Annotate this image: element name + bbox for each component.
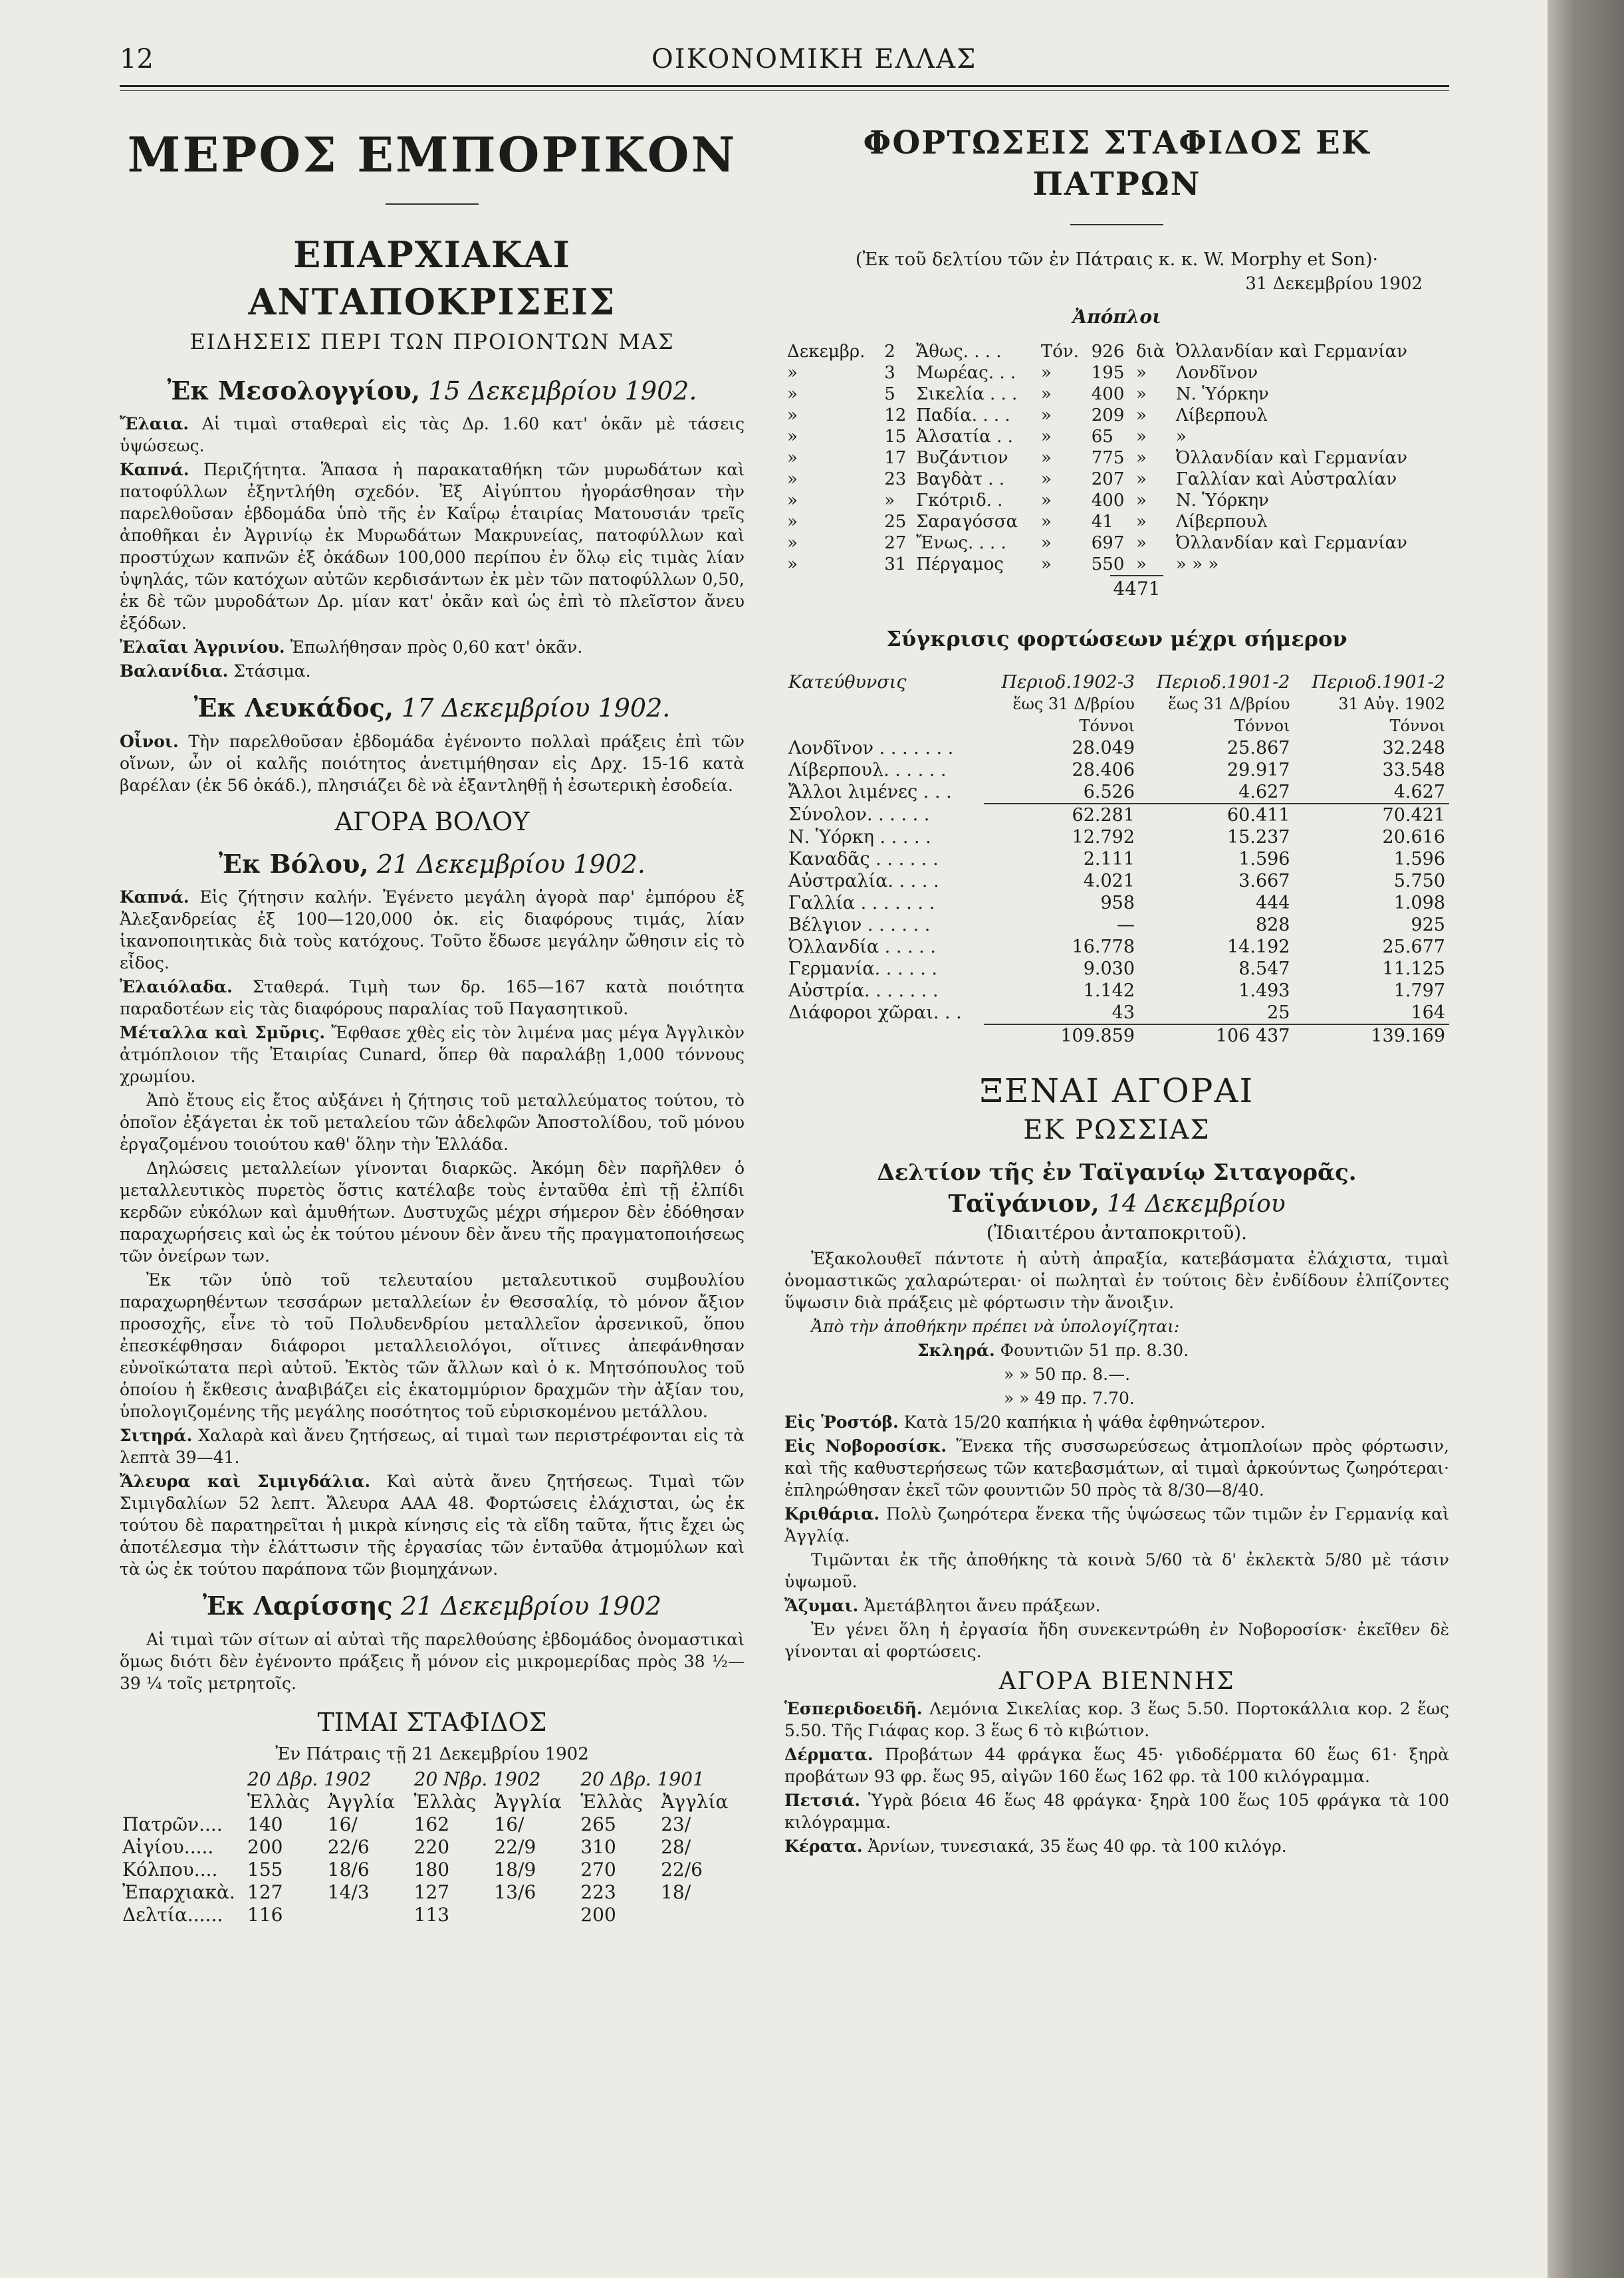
period-label: 20 Νβρ. 1902: [413, 1768, 541, 1791]
russia-title: ΕΚ ΡΩΣΣΙΑΣ: [1023, 1114, 1211, 1145]
shipment-row: [784, 554, 1449, 575]
period-label: 20 Δβρ. 1902: [247, 1768, 372, 1791]
table-cell: 1.596: [1238, 848, 1290, 869]
article-paragraph: Κριθάρια. Πολὺ ζωηρότερα ἕνεκα τῆς ὑψώσεως τῶν τιμῶν ἐν Γερμανίᾳ καὶ Ἀγγλίᾳ.: [784, 1504, 1449, 1545]
table-cell: 162: [413, 1813, 450, 1836]
comparison-row: [784, 980, 1449, 1002]
comparison-row: [784, 870, 1449, 892]
table-cell: 20.616: [1382, 826, 1445, 848]
table-cell: »: [787, 405, 798, 425]
table-cell: 18/: [661, 1881, 691, 1904]
comparison-row: [784, 892, 1449, 914]
table-cell: »: [787, 532, 798, 553]
comparison-row: [784, 759, 1449, 781]
dateline-larisa: Ἐκ Λαρίσσης 21 Δεκεμβρίου 1902: [202, 1591, 662, 1621]
row-label: Λίβερπουλ. . . . . .: [788, 759, 947, 780]
shipment-row: [784, 426, 1449, 447]
article-paragraph: » » 49 πρ. 7.70.: [1004, 1388, 1135, 1408]
page-binding-edge: [1548, 0, 1624, 2278]
table-cell: »: [787, 490, 798, 511]
table-cell: 3.667: [1238, 870, 1290, 891]
row-label: Δελτία......: [122, 1904, 223, 1926]
right-column: [784, 113, 1449, 1859]
page-number: 12: [120, 44, 154, 74]
table-cell: Γαλλίαν καὶ Αὐστραλίαν: [1175, 469, 1397, 489]
table-cell: 5: [884, 384, 895, 404]
shipments-date: 31 Δεκεμβρίου 1902: [1245, 273, 1423, 294]
price-row: [120, 1881, 745, 1904]
table-cell: —: [1117, 914, 1135, 935]
row-label: Διάφοροι χῶραι. . .: [788, 1002, 962, 1024]
row-label: Ν. Ὑόρκη . . . . .: [788, 826, 931, 848]
table-cell: Τόν.: [1040, 341, 1079, 362]
table-cell: 116: [247, 1904, 283, 1926]
table-cell: 180: [413, 1859, 450, 1881]
table-cell: Βαγδὰτ . .: [916, 469, 1005, 489]
shipment-row: [784, 384, 1449, 405]
table-cell: 223: [580, 1881, 616, 1904]
table-cell: »: [787, 469, 798, 489]
table-cell: Ἔνως. . . .: [916, 532, 1006, 553]
article-paragraph: Εἰς Ῥοστόβ. Κατὰ 15/20 καπήκια ἡ ψάθα ἐφθηνώτερον.: [784, 1412, 1266, 1432]
raisin-prices-title: ΤΙΜΑΙ ΣΤΑΦΙΔΟΣ: [317, 1707, 547, 1737]
table-cell: 32.248: [1382, 737, 1445, 758]
table-cell: Παδία. . . .: [916, 405, 1010, 425]
table-cell: 15.237: [1227, 826, 1290, 848]
row-label: Αὐστραλία. . . . .: [788, 870, 939, 891]
table-cell: 25.867: [1227, 737, 1290, 758]
shipments-table: [784, 341, 1449, 575]
table-cell: 265: [580, 1813, 616, 1836]
table-cell: 29.917: [1227, 759, 1290, 780]
row-label: Κόλπου....: [122, 1859, 218, 1881]
table-cell: »: [1040, 490, 1052, 511]
journal-title: ΟΙΚΟΝΟΜΙΚΗ ΕΛΛΑΣ: [651, 44, 977, 74]
table-cell: 444: [1255, 892, 1290, 913]
comparison-row: [784, 1002, 1449, 1024]
comparison-row: [784, 737, 1449, 759]
table-cell: [325, 1904, 411, 1926]
table-cell: Σικελία . . .: [916, 384, 1018, 404]
table-cell: Μωρέας. . .: [916, 362, 1016, 383]
shipments-source: (Ἐκ τοῦ δελτίου τῶν ἐν Πάτραις κ. κ. W. Morphy et Son)·: [855, 249, 1379, 270]
comparison-subheader: ἕως 31 Δ/βρίου ἕως 31 Δ/βρίου 31 Αὐγ. 1902: [1012, 694, 1445, 713]
article-paragraph: Ἀπὸ ἔτους εἰς ἔτος αὐξάνει ἡ ζήτησις τοῦ μεταλλεύματος τούτου, τὸ ὁποῖον ἐξάγεται ἐκ τοῦ μεταλείου τῶν ἀδελφῶν Ἀποστολίδου, τοῦ μόνου ἐργαζομένου τοιούτου καθ' ὅλην τὴν Ἑλλάδα.: [120, 1091, 745, 1155]
section-title: ΜΕΡΟΣ ΕΜΠΟΡΙΚΟΝ: [127, 126, 737, 183]
row-label: Ἄλλοι λιμένες . . .: [788, 782, 952, 803]
prices-period-row: [120, 1768, 745, 1791]
table-cell: 550: [1091, 554, 1125, 574]
row-label: Λονδῖνον . . . . . . .: [788, 737, 954, 758]
table-cell: »: [1175, 426, 1187, 447]
table-cell: Ν. Ὑόρκην: [1175, 490, 1269, 511]
table-cell: »: [787, 554, 798, 574]
row-label: Καναδᾶς . . . . . .: [788, 848, 939, 869]
table-cell: 310: [580, 1836, 616, 1859]
article-paragraph: Ἄλευρα καὶ Σιμιγδάλια. Καὶ αὐτὰ ἄνευ ζητήσεως. Τιμαὶ τῶν Σιμιγδαλίων 52 λεπτ. Ἄλευρα ΑΑΑ 48. Φορτώσεις ἐλάχισται, ὡς ἐκ τούτου δὲ παρατηρεῖται ἡ μικρὰ κίνησις εἰς τὰ εἴδη ταῦτα, ἥτις ἔχει ὡς ἀποτέλεσμα τὴν ἐλάττωσιν τῆς ἐργασίας τῶν ἐνταῦθα ἀτμομύλων καὶ τὰ ὡς ἐκ τούτου παράπονα τῶν βιομηχάνων.: [120, 1472, 745, 1579]
table-cell: Ὀλλανδίαν καὶ Γερμανίαν: [1175, 532, 1407, 553]
divider: [1070, 224, 1163, 225]
taganrog-bulletin: Δελτίον τῆς ἐν Ταϊγανίῳ Σιταγορᾶς.: [877, 1159, 1357, 1186]
divider: [386, 203, 479, 205]
table-cell: 400: [1091, 384, 1125, 404]
article-paragraph: Ἐκ τῶν ὑπὸ τοῦ τελευταίου μεταλευτικοῦ συμβουλίου παραχωρηθέντων τεσσάρων μεταλλείων ἐν Θεσσαλίᾳ, τὸ μόνον ἄξιον προσοχῆς, εἶνε τὸ τοῦ Πολυδενδρίου μεταλλεῖον ἀρσενικοῦ, ὅπου ἐπεσκέφθησαν διάφοροι μεταλλειολόγοι, οἵτινες ἀπεφάνθησαν εὐνοϊκώτατα περὶ αὐτοῦ. Ἐκτὸς τῶν ἄλλων καὶ ὁ κ. Μητσόπουλος τοῦ ὁποίου ἡ ἔκθεσις ἀναβιβάζει εἰς ἑκατομμύριον δραχμῶν τὴν ἀξίαν του, ὑπολογιζομένης τῆς μεγάλης ποσότητος τοῦ εὑρισκομένου μετάλλου.: [120, 1270, 745, 1422]
table-cell: 17: [884, 447, 907, 468]
table-cell: 207: [1091, 469, 1125, 489]
table-cell: Λίβερπουλ: [1175, 511, 1268, 532]
price-row: [120, 1813, 745, 1836]
table-cell: 31: [884, 554, 907, 574]
table-cell: Ἀλσατία . .: [916, 426, 1013, 447]
table-cell: 113: [413, 1904, 450, 1926]
table-cell: Σαραγόσσα: [916, 511, 1018, 532]
table-cell: »: [1135, 362, 1147, 383]
article-paragraph: Ἀπὸ τὴν ἀποθήκην πρέπει νὰ ὑπολογίζηται:: [811, 1316, 1180, 1336]
shipments-title: ΦΟΡΤΩΣΕΙΣ ΣΤΑΦΙΔΟΣ ΕΚ ΠΑΤΡΩΝ: [863, 124, 1371, 203]
table-cell: 65: [1091, 426, 1113, 447]
table-cell: »: [1135, 490, 1147, 511]
table-cell: Λίβερπουλ: [1175, 405, 1268, 425]
table-cell: » » »: [1175, 554, 1219, 574]
comparison-table: [784, 671, 1449, 1047]
comparison-title: Σύγκρισις φορτώσεων μέχρι σήμερον: [886, 626, 1347, 651]
table-cell: 697: [1091, 532, 1125, 553]
table-cell: 22/9: [494, 1836, 536, 1859]
header-rule-thin: [120, 90, 1449, 91]
shipment-row: [784, 341, 1449, 362]
article-paragraph: Ἐλαιόλαδα. Σταθερά. Τιμὴ των δρ. 165—167 κατὰ ποιότητα παραδοτέων εἰς τὰς διαφόρους παραλίας τοῦ Παγασητικοῦ.: [120, 977, 745, 1019]
comparison-subtotal: Σύνολον. . . . . . 62.281 60.411 70.421: [784, 804, 1449, 826]
table-cell: Λονδῖνον: [1175, 362, 1258, 383]
article-paragraph: Ἐξακολουθεῖ πάντοτε ἡ αὐτὴ ἀπραξία, κατεβάσματα ἐλάχιστα, τιμαὶ ὀνομαστικῶς χαλαρώτεραι· οἱ πωληταὶ ἐν τούτοις δὲν ἐνδίδουν ἐλπίζοντες ὕψωσιν διὰ πράξεις μὲ φόρτωσιν τὴν ἄνοιξιν.: [784, 1248, 1449, 1312]
table-cell: 23/: [661, 1813, 691, 1836]
article-paragraph: Κέρατα. Ἀρνίων, τυνεσιακά, 35 ἕως 40 φρ. τὰ 100 κιλόγρ.: [784, 1836, 1287, 1856]
table-cell: 200: [580, 1904, 616, 1926]
table-cell: »: [787, 384, 798, 404]
table-cell: 140: [247, 1813, 283, 1836]
article-paragraph: Ἄζυμαι. Ἀμετάβλητοι ἄνευ πράξεων.: [784, 1595, 1101, 1615]
sub-sub-title: ΕΙΔΗΣΕΙΣ ΠΕΡΙ ΤΩΝ ΠΡΟΙΟΝΤΩΝ ΜΑΣ: [189, 328, 675, 354]
article-paragraph: Βαλανίδια. Στάσιμα.: [120, 661, 311, 681]
table-cell: »: [1040, 362, 1052, 383]
table-cell: Ὀλλανδίαν καὶ Γερμανίαν: [1175, 341, 1407, 362]
period-label: 20 Δβρ. 1901: [580, 1768, 705, 1791]
dateline-mesolongi: Ἐκ Μεσολογγίου, 15 Δεκεμβρίου 1902.: [167, 375, 697, 405]
row-label: Αἰγίου.....: [122, 1836, 214, 1859]
row-label: Αὐστρία. . . . . . .: [788, 980, 939, 1001]
comparison-row: [784, 848, 1449, 870]
table-cell: 1.098: [1393, 892, 1445, 913]
table-cell: Πέργαμος: [916, 554, 1004, 574]
comparison-total: 109.859 106 437 139.169: [784, 1024, 1449, 1047]
table-cell: »: [1135, 554, 1147, 574]
shipments-total: 4471: [1110, 575, 1163, 600]
table-cell: »: [1040, 405, 1052, 425]
table-cell: 33.548: [1382, 759, 1445, 780]
table-cell: 200: [247, 1836, 283, 1859]
table-cell: 28.406: [1072, 759, 1135, 780]
table-cell: Ἄθως. . . .: [916, 341, 1002, 362]
table-cell: 16/: [494, 1813, 524, 1836]
table-cell: διὰ: [1135, 341, 1165, 362]
shipment-row: [784, 532, 1449, 554]
table-cell: »: [787, 511, 798, 532]
article-paragraph: Ἐν γένει ὅλη ἡ ἐργασία ἤδη συνεκεντρώθη ἐν Νοβοροσίσκ· ἐκεῖθεν δὲ γίνονται αἱ φορτώσεις.: [784, 1619, 1449, 1661]
table-cell: 43: [1111, 1002, 1135, 1023]
article-paragraph: Δηλώσεις μεταλλείων γίνονται διαρκῶς. Ἀκόμη δὲν παρῆλθεν ὁ μεταλλευτικὸς πυρετὸς ὅστις κατέλαβε τοὺς ἐνταῦθα ἐπὶ τῇ ἐλπίδι κερδῶν εὐκόλων καὶ ἀμυθήτων. Δυστυχῶς μέχρι σήμερον δὲν ἐδόθησαν παραχωρήσεις καὶ ὡς ἐκ τούτου μένουν δὲν ἄνευ τῆς πραγματοποιήσεως τῶν ὀνείρων των.: [120, 1159, 745, 1266]
col-header: Ἑλλὰς: [413, 1791, 477, 1813]
table-cell: 16.778: [1072, 936, 1135, 957]
shipment-row: [784, 490, 1449, 511]
table-cell: 4.021: [1083, 870, 1135, 891]
row-label: Πατρῶν....: [122, 1813, 223, 1836]
table-cell: 270: [580, 1859, 616, 1881]
table-cell: 775: [1091, 447, 1125, 468]
table-cell: 1.797: [1393, 980, 1445, 1001]
prices-header-row: [120, 1791, 745, 1813]
table-cell: Ν. Ὑόρκην: [1175, 384, 1269, 404]
table-cell: 828: [1255, 914, 1290, 935]
raisin-prices-table: [120, 1768, 745, 1926]
comparison-row: [784, 826, 1449, 848]
col-header: Ἀγγλία: [327, 1791, 396, 1813]
table-cell: »: [1135, 405, 1147, 425]
table-cell: Δεκεμβρ.: [787, 341, 866, 362]
table-cell: »: [1135, 532, 1147, 553]
table-cell: 14.192: [1227, 936, 1290, 957]
table-cell: 25: [884, 511, 907, 532]
comparison-row: [784, 936, 1449, 958]
vienna-market-title: ΑΓΟΡΑ ΒΙΕΝΝΗΣ: [998, 1667, 1235, 1695]
article-paragraph: Καπνά. Εἰς ζήτησιν καλήν. Ἐγένετο μεγάλη ἀγορὰ παρ' ἐμπόρου ἐξ Ἀλεξανδρείας ἐξ 100—120,000 ὀκ. εἰς διαφόρους τιμάς, λίαν ἱκανοποιητικὰς διὰ τοὺς κατόχους. Τοῦτο ἔδωσε μεγάλην ὤθησιν εἰς τὸ εἶδος.: [120, 887, 745, 973]
table-cell: 1.596: [1393, 848, 1445, 869]
table-cell: »: [1135, 447, 1147, 468]
table-cell: 155: [247, 1859, 283, 1881]
table-cell: 4.627: [1238, 781, 1290, 802]
price-row: [120, 1904, 745, 1926]
table-cell: 41: [1091, 511, 1113, 532]
table-cell: 28.049: [1072, 737, 1135, 758]
comparison-row: [784, 958, 1449, 980]
table-cell: 12: [884, 405, 907, 425]
comparison-row: [784, 781, 1449, 804]
article-paragraph: Οἶνοι. Τὴν παρελθοῦσαν ἑβδομάδα ἐγένοντο πολλαὶ πράξεις ἐπὶ τῶν οἴνων, ὧν οἱ καλῆς ποιότητος ἀνετιμήθησαν εἰς Δρχ. 15-16 κατὰ βαρέλαν (ἐκ 56 ὀκάδ.), πλησιάζει δὲ νὰ ἐξαντληθῇ ἡ ἐσωτερικὴ ἐσοδεία.: [120, 731, 745, 795]
raisin-prices-place: Ἐν Πάτραις τῇ 21 Δεκεμβρίου 1902: [275, 1744, 589, 1765]
table-cell: 2.111: [1083, 848, 1135, 869]
table-cell: 3: [884, 362, 895, 383]
col-header: Ἑλλὰς: [580, 1791, 643, 1813]
table-cell: 958: [1100, 892, 1135, 913]
article-paragraph: » » 50 πρ. 8.—.: [1004, 1364, 1131, 1384]
table-cell: »: [787, 447, 798, 468]
table-cell: 1.142: [1083, 980, 1135, 1001]
dateline-volos: Ἐκ Βόλου, 21 Δεκεμβρίου 1902.: [218, 848, 646, 879]
table-cell: 25: [1267, 1002, 1290, 1023]
volos-market-title: ΑΓΟΡΑ ΒΟΛΟΥ: [334, 806, 530, 836]
table-cell: 18/9: [494, 1859, 536, 1881]
row-label: Ἐπαρχιακὰ.: [122, 1881, 235, 1904]
table-cell: 400: [1091, 490, 1125, 511]
col-header: Ἀγγλία: [494, 1791, 562, 1813]
table-cell: [658, 1904, 745, 1926]
table-cell: »: [1135, 384, 1147, 404]
table-cell: 4.627: [1393, 781, 1445, 802]
article-paragraph: Δέρματα. Προβάτων 44 φράγκα ἕως 45· γιδοδέρματα 60 ἕως 61· ξηρὰ προβάτων 93 φρ. ἕως 95, αἰγῶν 160 ἕως 162 φρ. τὰ 100 κιλόγραμμα.: [784, 1744, 1449, 1786]
running-head: [120, 39, 1449, 78]
table-cell: »: [1040, 554, 1052, 574]
article-paragraph: Ἔλαια. Αἱ τιμαὶ σταθεραὶ εἰς τὰς Δρ. 1.60 κατ' ὀκᾶν μὲ τάσεις ὑψώσεως.: [120, 414, 745, 456]
table-cell: 13/6: [494, 1881, 536, 1904]
table-cell: 27: [884, 532, 907, 553]
table-cell: 6.526: [1083, 781, 1135, 802]
table-cell: 11.125: [1382, 958, 1445, 979]
table-cell: 1.493: [1238, 980, 1290, 1001]
article-paragraph: Εἰς Νοβοροσίσκ. Ἕνεκα τῆς συσσωρεύσεως ἀτμοπλοίων πρὸς φόρτωσιν, καὶ τῆς καθυστερήσεως τῶν κατεβασμάτων, αἱ τιμαὶ ἀρκούντως ζωηρότεραι· ἐπληρώθησαν ἐκεῖ τῶν φουντιῶν 50 πρὸς τὰ 8/30—8/40.: [784, 1436, 1449, 1500]
table-cell: 209: [1091, 405, 1125, 425]
table-cell: »: [1040, 426, 1052, 447]
article-paragraph: Πετσιά. Ὑγρὰ βόεια 46 ἕως 48 φράγκα· ξηρὰ 100 ἕως 105 φράγκα τὰ 100 κιλόγραμμα.: [784, 1790, 1449, 1832]
article-paragraph: Καπνά. Περιζήτητα. Ἅπασα ἡ παρακαταθήκη τῶν μυρωδάτων καὶ πατοφύλλων ἐξηντλήθη σχεδόν. Ἐξ Αἰγύπτου ἠγοράσθησαν τὴν παρελθοῦσαν ἑβδομάδα ὑπὸ τῆς ἐν Καΐρῳ ἑταιρίας Ματουσιάν τρεῖς ἀποθῆκαι ἐν Ἀγρινίῳ ἐκ Μυρωδάτων Μακρυνείας, πατοφύλλων καὶ προστύχων καπνῶν ἐξ ὀκάδων 100,000 περίπου ἐν ὅλῳ εἰς τιμὰς λίαν ὑψηλάς, τῶν κατόχων αὐτῶν κερδισάντων ἐκ μὲν τῶν πατοφύλλων 0,50, ἐκ δὲ τῶν μυροδάτων Δρ. μίαν κατ' ὀκᾶν καὶ ὡς ἐπὶ τὸ πλεῖστον ἄνευ ἐξόδων.: [120, 460, 745, 633]
shipment-row: [784, 362, 1449, 384]
dateline-lefkada: Ἐκ Λευκάδος, 17 Δεκεμβρίου 1902.: [193, 693, 671, 723]
table-cell: 15: [884, 426, 907, 447]
taganrog-correspondent: (Ἰδιαιτέρου ἀνταποκριτοῦ).: [986, 1221, 1248, 1244]
table-cell: 5.750: [1393, 870, 1445, 891]
table-cell: »: [1040, 447, 1052, 468]
comparison-header: Κατεύθυνσις Περιοδ.1902-3 Περιοδ.1901-2 Περιοδ.1901-2: [788, 671, 1445, 693]
table-cell: »: [1135, 426, 1147, 447]
row-label: Βέλγιον . . . . . .: [788, 914, 931, 935]
price-row: [120, 1836, 745, 1859]
shipment-row: [784, 511, 1449, 532]
table-cell: 14/3: [327, 1881, 370, 1904]
table-cell: 22/6: [661, 1859, 703, 1881]
table-cell: »: [884, 490, 895, 511]
table-cell: 12.792: [1072, 826, 1135, 848]
shipment-row: [784, 447, 1449, 469]
article-paragraph: Ἑσπεριδοειδῆ. Λεμόνια Σικελίας κορ. 3 ἕως 5.50. Πορτοκάλλια κορ. 2 ἕως 5.50. Τῆς Γιάφας κορ. 3 ἕως 6 τὸ κιβώτιον.: [784, 1698, 1449, 1740]
table-cell: 220: [413, 1836, 450, 1859]
row-label: Γαλλία . . . . . . .: [788, 892, 935, 913]
left-column: [120, 113, 745, 1926]
header-rule: [120, 85, 1449, 87]
col-header: Ἀγγλία: [661, 1791, 729, 1813]
table-cell: Ὀλλανδίαν καὶ Γερμανίαν: [1175, 447, 1407, 468]
table-cell: 127: [247, 1881, 283, 1904]
price-row: [120, 1859, 745, 1881]
table-cell: 23: [884, 469, 907, 489]
table-cell: »: [787, 362, 798, 383]
table-cell: Γκότριδ. .: [916, 490, 1003, 511]
article-paragraph: Τιμῶνται ἐκ τῆς ἀποθήκης τὰ κοινὰ 5/60 τὰ δ' ἐκλεκτὰ 5/80 μὲ τάσιν ὑψωμοῦ.: [784, 1549, 1449, 1591]
departures-label: Ἀπόπλοι: [1072, 305, 1161, 328]
table-cell: 2: [884, 341, 895, 362]
table-cell: Βυζάντιον: [916, 447, 1008, 468]
col-header: Ἑλλὰς: [247, 1791, 310, 1813]
article-paragraph: Σκληρά. Φουντιῶν 51 πρ. 8.30.: [917, 1340, 1189, 1360]
table-cell: »: [787, 426, 798, 447]
table-cell: 8.547: [1238, 958, 1290, 979]
table-cell: »: [1135, 511, 1147, 532]
table-cell: 195: [1091, 362, 1125, 383]
table-cell: 18/6: [327, 1859, 370, 1881]
table-cell: »: [1040, 469, 1052, 489]
table-cell: 28/: [661, 1836, 691, 1859]
table-cell: »: [1040, 384, 1052, 404]
table-cell: 926: [1091, 341, 1125, 362]
shipment-row: [784, 405, 1449, 426]
comparison-row: [784, 914, 1449, 936]
table-cell: 925: [1411, 914, 1445, 935]
row-label: Γερμανία. . . . . .: [788, 958, 938, 979]
foreign-markets-title: ΞΕΝΑΙ ΑΓΟΡΑΙ: [979, 1071, 1254, 1110]
row-label: Ὀλλανδία . . . . .: [788, 936, 936, 957]
table-cell: 9.030: [1083, 958, 1135, 979]
table-cell: [491, 1904, 578, 1926]
article-paragraph: Μέταλλα καὶ Σμῦρις. Ἔφθασε χθὲς εἰς τὸν λιμένα μας μέγα Ἀγγλικὸν ἀτμόπλοιον τῆς Ἑταιρίας Cunard, ὅπερ θὰ παραλάβῃ 1,000 τόννους χρωμίου.: [120, 1023, 745, 1087]
shipment-row: [784, 469, 1449, 490]
table-cell: 164: [1411, 1002, 1445, 1023]
table-cell: 22/6: [327, 1836, 370, 1859]
table-cell: »: [1040, 532, 1052, 553]
table-cell: 16/: [327, 1813, 358, 1836]
article-paragraph: Σιτηρά. Χαλαρὰ καὶ ἄνευ ζητήσεως, αἱ τιμαὶ των περιστρέφονται εἰς τὰ λεπτὰ 39—41.: [120, 1426, 745, 1468]
table-cell: »: [1135, 469, 1147, 489]
table-cell: 25.677: [1382, 936, 1445, 957]
dateline-taganrog: Ταϊγάνιον, 14 Δεκεμβρίου: [948, 1189, 1286, 1218]
article-paragraph: Αἱ τιμαὶ τῶν σίτων αἱ αὐταὶ τῆς παρελθούσης ἑβδομάδος ὀνομαστικαὶ ὅμως διότι δὲν ἐγένοντο πράξεις ἤ μόνον εἰς μικρομερίδας πρὸς 38 ½—39 ¼ τοῖς μετρητοῖς.: [120, 1629, 745, 1693]
sub-title: ΕΠΑΡΧΙΑΚΑΙ ΑΝΤΑΠΟΚΡΙΣΕΙΣ: [248, 233, 616, 323]
article-paragraph: Ἐλαῖαι Ἀγρινίου. Ἐπωλήθησαν πρὸς 0,60 κατ' ὀκᾶν.: [120, 637, 583, 657]
table-cell: »: [1040, 511, 1052, 532]
comparison-units: Τόννοι Τόννοι Τόννοι: [1079, 716, 1445, 735]
table-cell: 127: [413, 1881, 450, 1904]
